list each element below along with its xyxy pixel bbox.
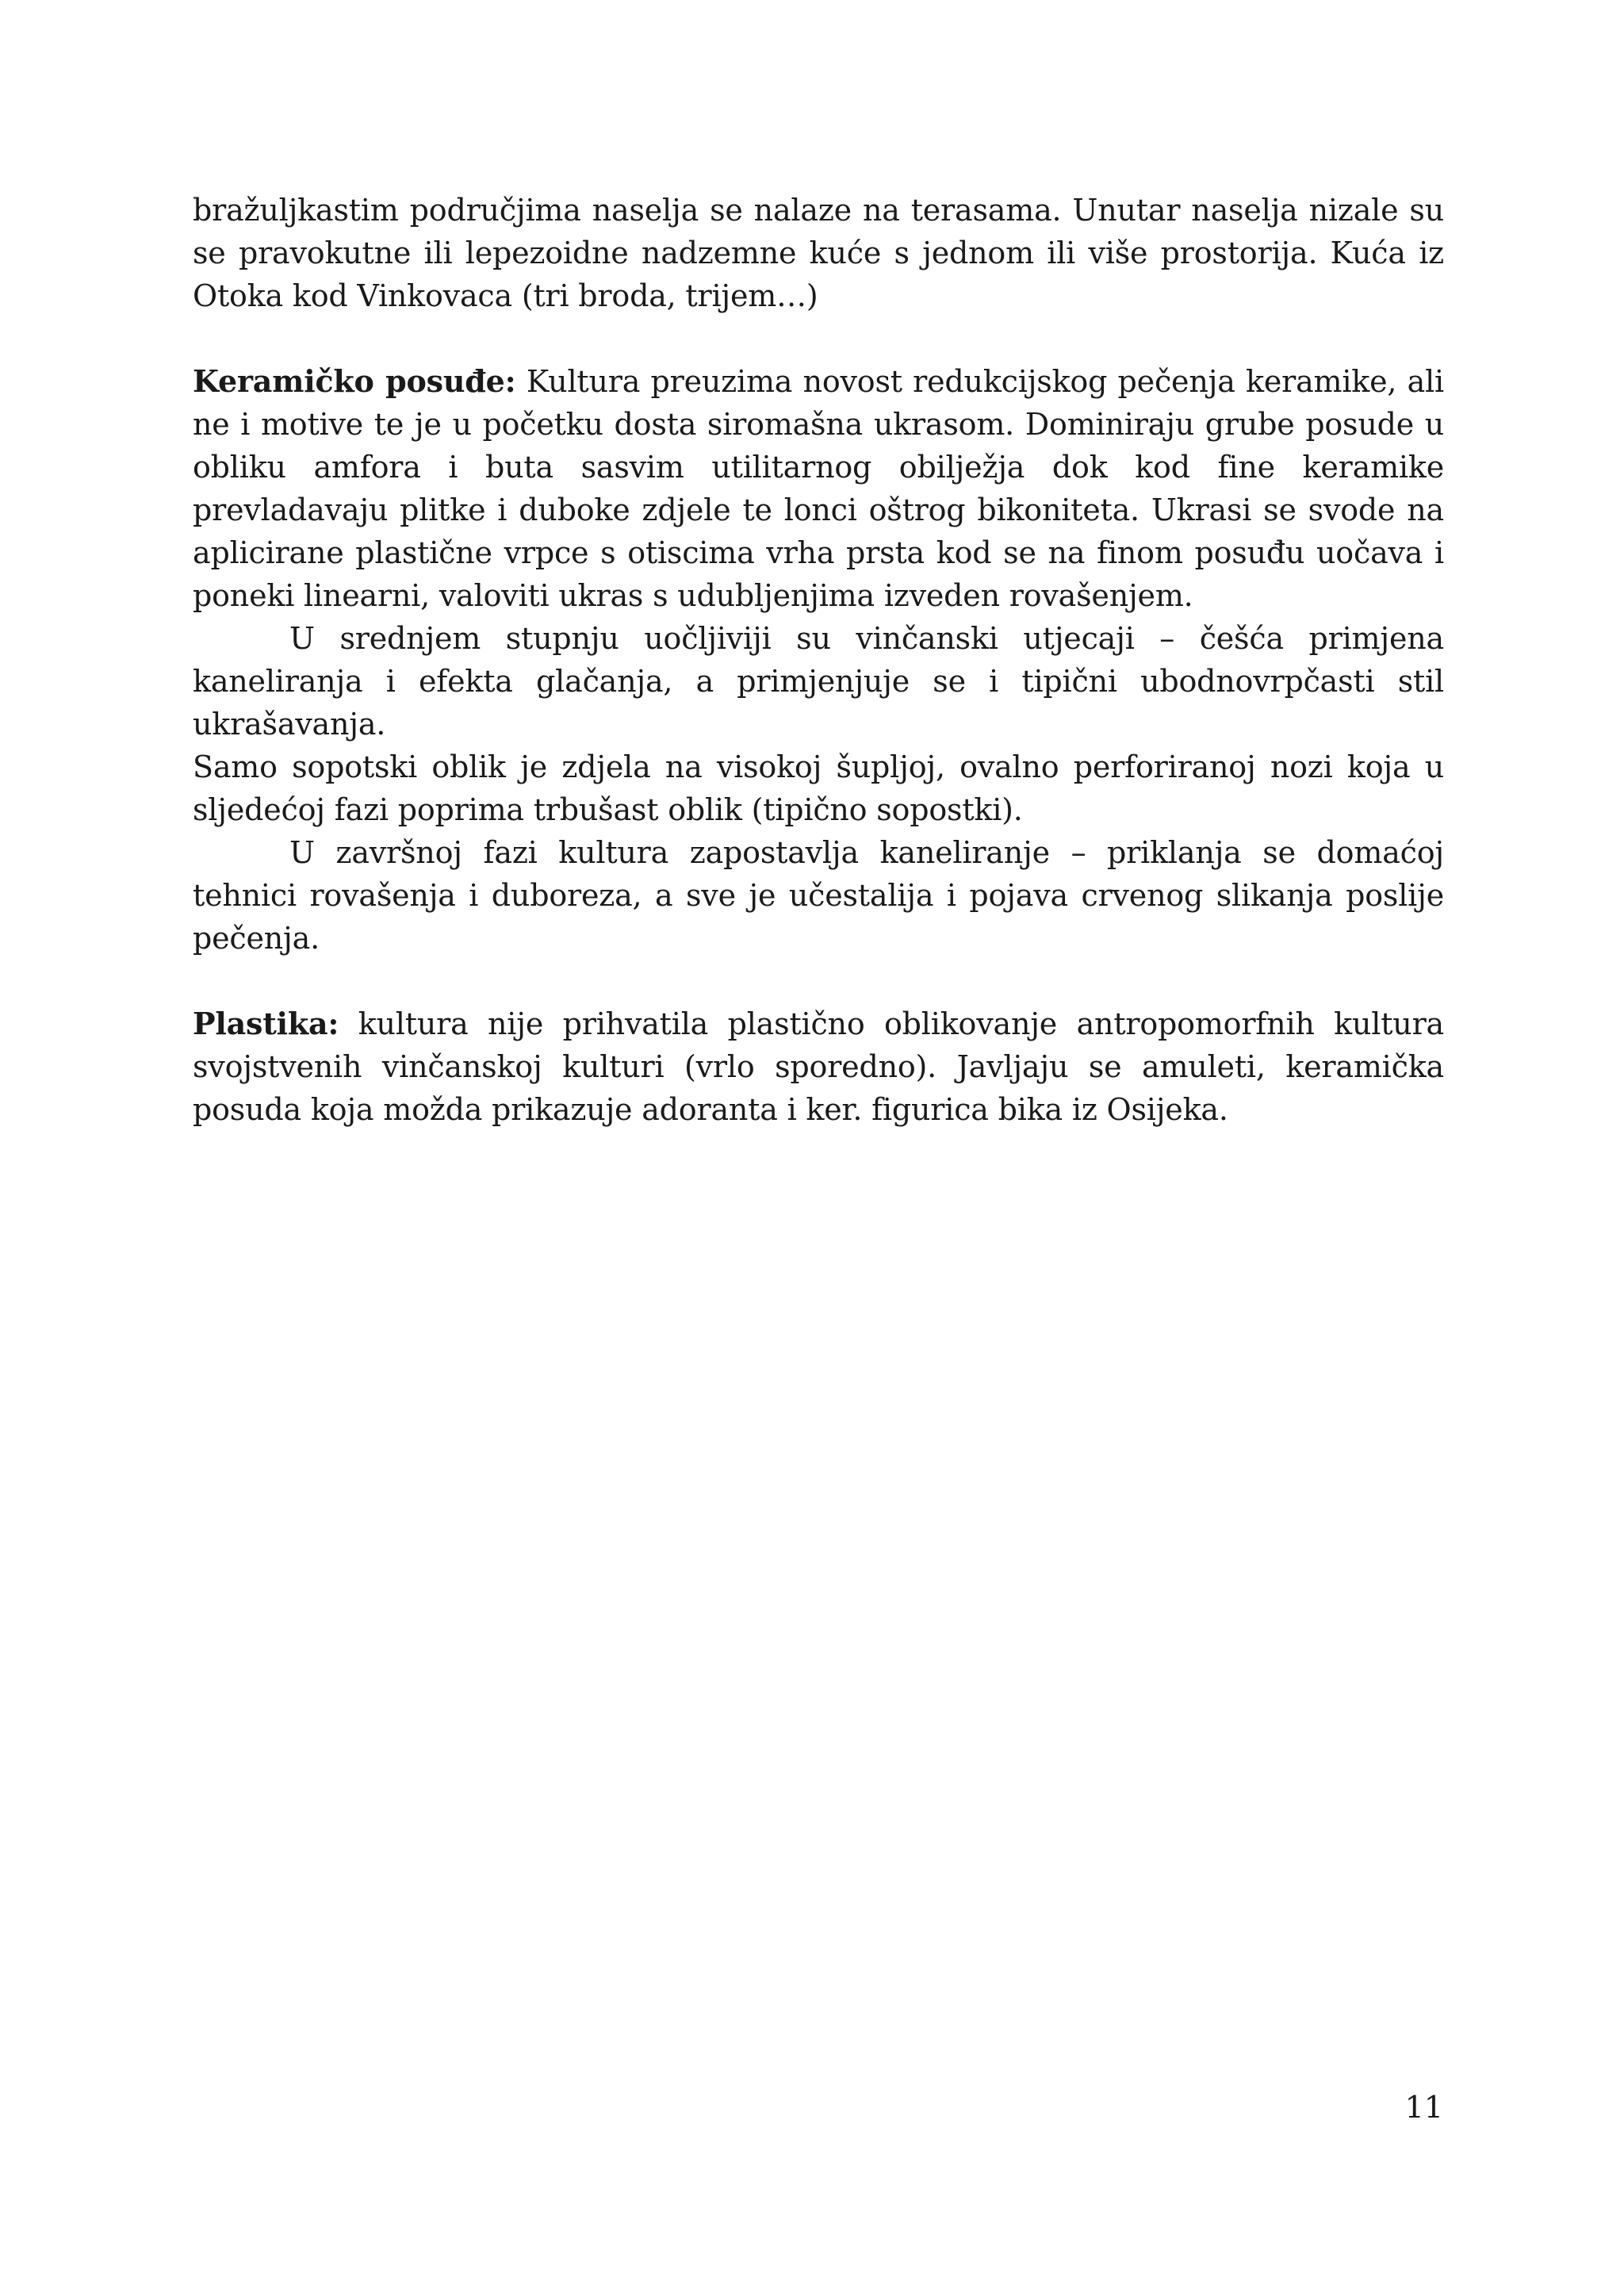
page-number: 11 [1404,2090,1443,2125]
paragraph-text: U završnoj fazi kultura zapostavlja kaneliranje – priklanja se domaćoj tehnici rovašenja i duboreza, a sve je učestalija i pojava crvenog slikanja poslije pečenja. [193,835,1444,956]
paragraph-text: U srednjem stupnju uočljiviji su vinčanski utjecaji – češća primjena kaneliranja i efekta glačanja, a primjenjuje se i tipični ubodnovrpčasti stil ukrašavanja. [193,621,1444,742]
paragraph-sopot-form [193,746,1444,831]
paragraph-middle-phase [193,617,1444,746]
paragraph-plastic-art [193,1002,1444,1131]
paragraph-spacer [193,317,1444,360]
paragraph-text: bražuljkastim područjima naselja se nalaze na terasama. Unutar naselja nizale su se pravokutne ili lepezoidne nadzemne kuće s jednom ili više prostorija. Kuća iz Otoka kod Vinkovaca (tri broda, trijem…) [193,193,1444,313]
paragraph-text: kultura nije prihvatila plastično oblikovanje antropomorfnih kultura svojstvenih vinčanskoj kulturi (vrlo sporedno). Javljaju se amuleti, keramička posuda koja možda prikazuje adoranta i ker. figurica bika iz Osijeka. [193,1006,1444,1127]
paragraph-final-phase [193,831,1444,960]
document-page [193,189,1444,1131]
paragraph-text: Kultura preuzima novost redukcijskog pečenja keramike, ali ne i motive te je u početku dosta siromašna ukrasom. Dominiraju grube posude u obliku amfora i buta sasvim utilitarnog obilježja dok kod fine keramike prevladavaju plitke i duboke zdjele te lonci oštrog bikoniteta. Ukrasi se svode na aplicirane plastične vrpce s otiscima vrha prsta kod se na finom posuđu uočava i poneki linearni, valoviti ukras s udubljenjima izveden rovašenjem. [193,364,1445,613]
paragraph-text: Samo sopotski oblik je zdjela na visokoj šupljoj, ovalno perforiranoj nozi koja u sljedećoj fazi poprima trbušast oblik (tipično sopostki). [193,749,1444,827]
section-heading-plastic-art: Plastika: [193,1006,339,1041]
section-heading-pottery: Keramičko posuđe: [193,363,516,399]
paragraph-spacer [193,960,1444,1002]
paragraph-pottery [193,360,1444,617]
paragraph-settlements [193,189,1444,317]
